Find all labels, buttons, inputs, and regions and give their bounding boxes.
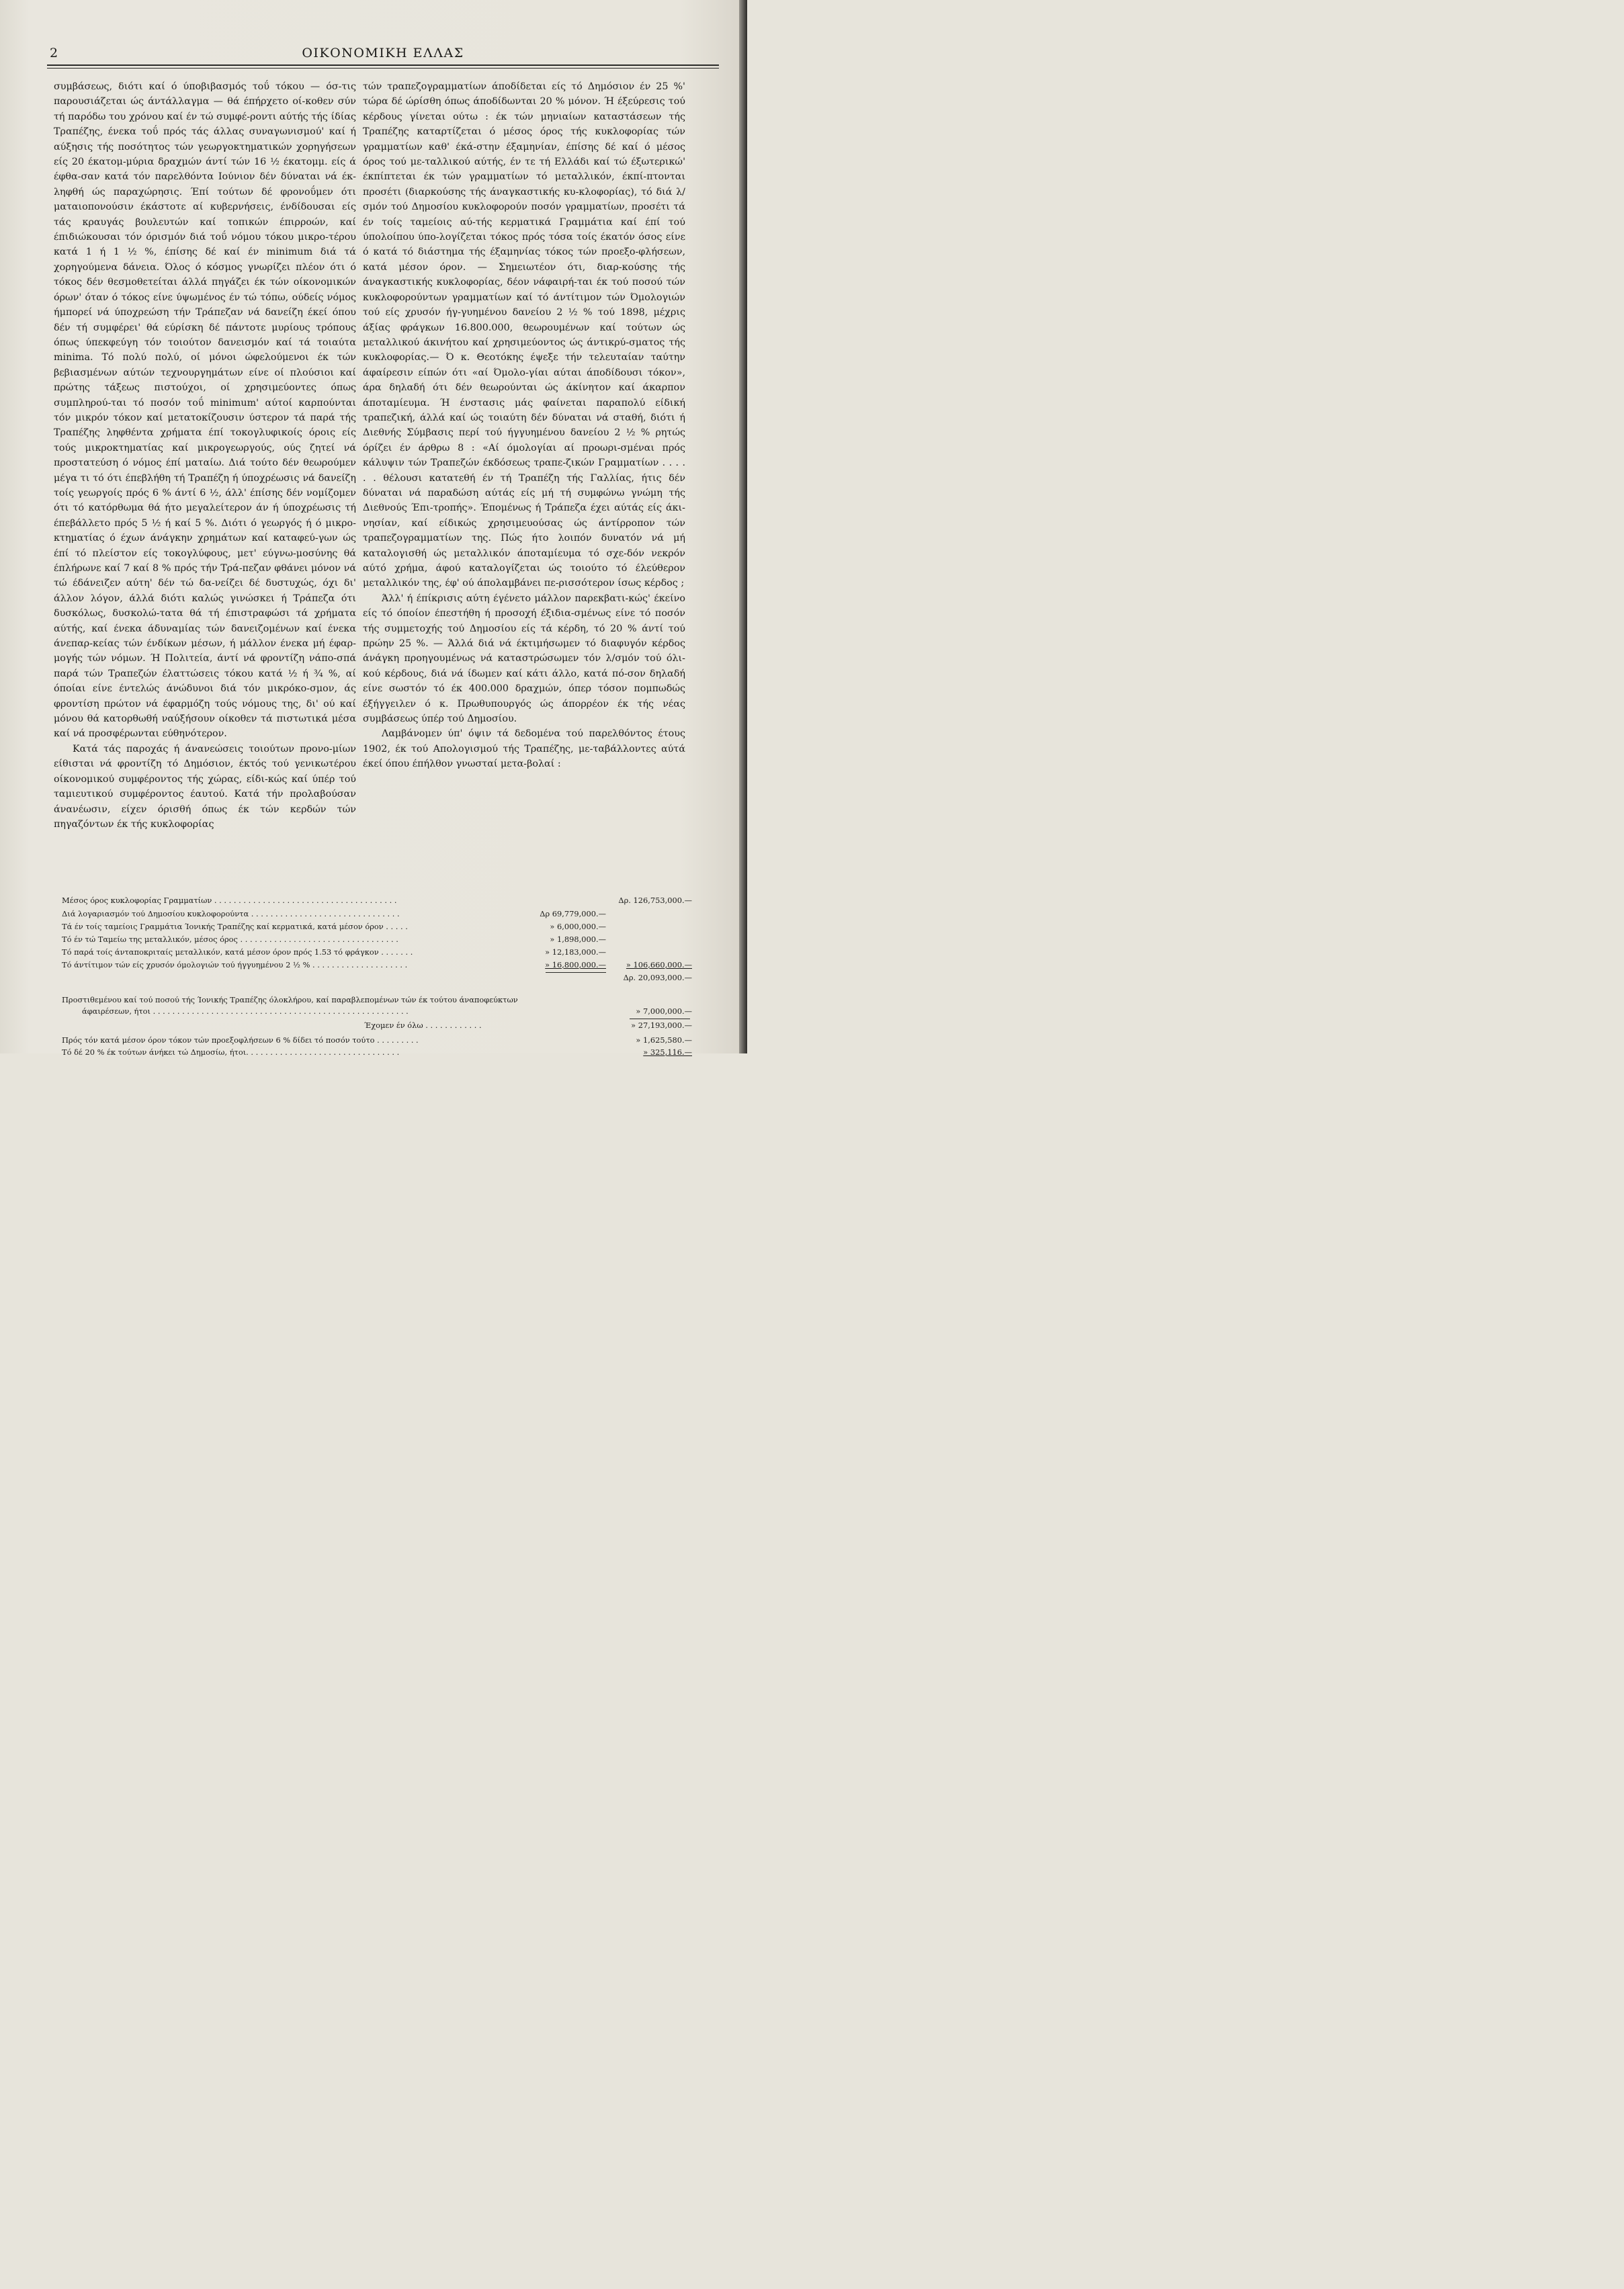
row-value-b: » 325,116.—: [643, 1047, 692, 1057]
right-column: [363, 79, 685, 772]
table-row: [62, 909, 693, 920]
row-value-b: » 7,000,000.—: [636, 1006, 692, 1016]
row-label: Προστιθεμένου καί τού ποσού τής Ίονικής Τραπέζης όλοκλήρου, καί παραβλεπομένων τών έκ τούτου άναποφεύκτων: [62, 995, 518, 1004]
book-binding-edge: [739, 0, 747, 1053]
page-header: [47, 42, 719, 62]
table-row: [62, 1021, 693, 1032]
header-rule: [47, 64, 719, 66]
paragraph: Κατά τάς παροχάς ή άνανεώσεις τοιούτων προνο-μίων είθισται νά φροντίζη τό Δημόσιον, έκτός τού γενικωτέρου οίκονομικού συμφέροντος τής χώρας, είδι-κώς καί ύπέρ τού ταμιευτικού συμφέροντος έαυτού. Κατά τήν προλαβούσαν άνανέωσιν, είχεν όρισθή όπως έκ τών κερδών τών πηγαζόντων έκ τής κυκλοφορίας: [54, 743, 356, 830]
row-value-b: » 1,625,580.—: [636, 1035, 692, 1045]
table-row: [62, 947, 693, 959]
row-label: Τό έν τώ Ταμείω της μεταλλικόν, μέσος όρος . . . . . . . . . . . . . . . . . . . . . . . . . . . . . . . . .: [62, 935, 398, 944]
table-row: [62, 922, 693, 933]
paragraph: Λαμβάνομεν ύπ' όψιν τά δεδομένα τού παρελθόντος έτους 1902, έκ τού Απολογισμού τής Τραπέζης, με-ταβάλλοντες αύτά έκεί όπου έπήλθον γνωσταί μετα-βολαί :: [363, 728, 685, 770]
row-value-a: Δρ 69,779,000.—: [540, 909, 606, 918]
paragraph: συμβάσεως, διότι καί ό ύποβιβασμός τοΰ τόκου — όσ-τις παρουσιάζεται ώς άντάλλαγμα — θά έπήρχετο οί-κοθεν σύν τή παρόδω του χρόνου καί έν τώ συμφέ-ροντι αύτής τής ίδίας Τραπέζης, ένεκα τοΰ πρός τάς άλλας συναγωνισμού' καί ή αύξησις τής ποσότητος τών γεωργοκτηματικών χορηγήσεων είς 20 έκατομ-μύρια δραχμών άντί τών 16 ½ έκατομμ. είς ά έφθα-σαν κατά τόν παρελθόντα Ιούνιον δέν δύναται νά έκ-ληφθή ώς παραχώρησις. Έπί τούτων δέ φρονοΰμεν ότι ματαιοπονούσιν έκάστοτε αί κυβερνήσεις, ένδίδουσαι είς τάς κραυγάς βουλευτών καί τοπικών έπιρροών, καί έπιδιώκουσαι τόν όρισμόν διά τοΰ νόμου τόκου μικρο-τέρου κατά 1 ή 1 ½ %, έπίσης δέ καί έν minimum διά τά χορηγούμενα δάνεια. Όλος ό κόσμος γνωρίζει πλέον ότι ό τόκος δέν θεσμοθετείται άλλά πηγάζει έκ τών οίκονομικών όρων' όταν ό τόκος είνε ύψωμένος έν τώ τόπω, ούδείς νόμος ήμπορεί νά ύποχρεώση τήν Τράπεζαν νά δανείζη έκεί όπου δέν τή συμφέρει' θά εύρίσκη δέ πάντοτε μυρίους τρόπους όπως ύπεκφεύγη τόν τοιούτον δανεισμόν καί τά τοιαύτα minima. Τό πολύ πολύ, οί μόνοι ώφελούμενοι έκ τών βεβιασμένων αύτών τεχνουργημάτων είνε οί πλούσιοι καί πρώτης τάξεως πιστούχοι, οί χρησιμεύοντες όπως συμπληρού-ται τό ποσόν τοΰ minimum' αύτοί καρπούνται τόν μικρόν τόκον καί μετατοκίζουσιν ύστερον τά παρά τής Τραπέζης ληφθέντα χρήματα έπί τοκογλυφικοίς όροις είς τούς μικροκτηματίας καί μικρογεωργούς, ούς ζητεί νά προστατεύση ό νόμος έπί ματαίω. Διά τούτο δέν θεωρούμεν μέγα τι τό ότι έπεβλήθη τή Τραπέζη ή ύποχρέωσις νά δανείζη τοίς γεωργοίς πρός 6 % άντί 6 ½, άλλ' έπίσης δέν νομίζομεν ότι τό κατόρθωμα θά ήτο μεγαλείτερον άν ή ύποχρέωσις τή έπεβάλλετο πρός 5 ½ ή καί 5 %. Διότι ό γεωργός ή ό μικρο-κτηματίας ό έχων άνάγκην χρημάτων καί καταφεύ-γων ώς έπί τό πλείστον είς τοκογλύφους, μετ' εύγνω-μοσύνης θά έπλήρωνε καί 7 καί 8 % πρός τήν Τρά-πεζαν φθάνει μόνον νά τώ έδάνειζεν αύτη' δέν τώ δα-νείζει δέ δυστυχώς, όχι δι' άλλον λόγον, άλλά διότι καλώς γινώσκει ή Τράπεζα ότι δυσκόλως, δυσκολώ-τατα θά τή έπιστραφώσι τά χρήματα αύτής, καί ένεκα άδυναμίας τών δανειζομένων καί ένεκα άνεπαρ-κείας τών ένδίκων μέσων, ή μάλλον ένεκα μή έφαρ-μογής τών νόμων. Ή Πολιτεία, άντί νά φροντίζη νάπο-σπά παρά τών Τραπεζών έλαττώσεις τόκου κατά ½ ή ¾ %, αί όποίαι είνε έντελώς άνώδυνοι διά τόν μικρόκο-σμον, άς φροντίση πρώτον νά έφαρμόζη τούς νόμους της, δι' ού καί μόνου θά κατορθωθή ναύξήσουν οίκοθεν τά πιστωτικά μέσα καί νά προσφέρωνται εύθηνότερον.: [54, 81, 356, 740]
paragraph: τών τραπεζογραμματίων άποδίδεται είς τό Δημόσιον έν 25 %' τώρα δέ ώρίσθη όπως άποδίδωνται 20 % μόνον. Ή έξεύρεσις τού κέρδους γίνεται ούτω : έκ τών μηνιαίων καταστάσεων τής Τραπέζης καταρτίζεται ό μέσος όρος τής κυκλοφορίας τών γραμματίων καθ' έκά-στην έξαμηνίαν, έπίσης δέ καί ό μέσος όρος τού με-ταλλικού αύτής, έν τε τή Ελλάδι καί τώ έξωτερικώ' έκπίπτεται έκ τών γραμματίων τό μεταλλικόν, έκπί-πτονται προσέτι (διαρκούσης τής άναγκαστικής κυ-κλοφορίας), τό διά λ/σμόν τού Δημοσίου κυκλοφορούν ποσόν γραμματίων, προσέτι τά έν τοίς ταμείοις αύ-τής κερματικά Γραμμάτια καί έπί τού ύπολοίπου ύπο-λογίζεται τόκος πρός τόσα τοίς έκατόν όσος είνε ό κατά τό διάστημα τής έξαμηνίας τόκος τών προεξο-φλήσεων, κατά μέσον όρον. — Σημειωτέον ότι, διαρ-κούσης τής άναγκαστικής κυκλοφορίας, δέον νάφαιρή-ται έκ τού ποσού τών κυκλοφορούντων γραμματίων καί τό άντίτιμον τών Όμολογιών τού είς χρυσόν ήγ-γυημένου δανείου 2 ½ % τού 1898, μέχρις άξίας φράγκων 16.800.000, θεωρουμένων καί τούτων ώς μεταλλικού άκινήτου καί χρησιμεύοντος ώς άντικρύ-σματος τής κυκλοφορίας.— Ό κ. Θεοτόκης έψεξε τήν τελευταίαν ταύτην άφαίρεσιν είπών ότι «αί Όμολο-γίαι αύται άποδίδουσι τόκον», άρα δηλαδή ότι δέν θεωρούνται ώς άκίνητον καί άκαρπον άποταμίευμα. Ή ένστασις μάς φαίνεται παραπολύ είδική τραπεζική, άλλά καί ώς τοιαύτη δέν δύναται νά σταθή, διότι ή Διεθνής Σύμβασις περί τού ήγγυημένου δανείου 2 ½ % ρητώς όρίζει έν άρθρω 8 : «Αί όμολογίαι αί προωρι-σμέναι πρός κάλυψιν τών Τραπεζών έκδόσεως τραπε-ζικών Γραμματίων . . . . . . θέλουσι κατατεθή έν τή Τραπέζη τής Γαλλίας, ήτις δέν δύναται νά παραδώση αύτάς είς μή τή συμφώνω γνώμη τής Διεθνούς Έπι-τροπής». Έπομένως ή Τράπεζα έχει αύτάς είς άκι-νησίαν, καί είδικώς χρησιμευούσας ώς άντίρροπον τών τραπεζογραμματίων της. Πώς ήτο λοιπόν δυνατόν νά μή καταλογισθή ώς μεταλλικόν άποταμίευμα τό σχε-δόν νεκρόν αύτό χρήμα, άφού καταλογίζεται ώς τοιούτο τό έλεύθερον μεταλλικόν της, έφ' ού άπολαμβάνει πε-ρισσότερον ίσως κέρδος ;: [363, 81, 685, 589]
row-value-a: » 1,898,000.—: [550, 935, 606, 944]
row-label: Τά έν τοίς ταμείοις Γραμμάτια Ίονικής Τραπέζης καί κερματικά, κατά μέσον όρον . . . . .: [62, 922, 408, 931]
row-value-b: Δρ. 20,093,000.—: [623, 973, 692, 982]
row-value-b: Δρ. 126,753,000.—: [618, 896, 692, 905]
table-row: [62, 995, 693, 1006]
row-label: Μέσος όρος κυκλοφορίας Γραμματίων . . . . . . . . . . . . . . . . . . . . . . . . . . . . . . . . . . . . . .: [62, 896, 397, 905]
row-label: Τό παρά τοίς άνταποκριταίς μεταλλικόν, κατά μέσον όρον πρός 1.53 τό φράγκον . . . . . . .: [62, 947, 413, 957]
table-row: [62, 973, 693, 984]
row-value-a: » 12,183,000.—: [545, 947, 606, 957]
row-label: Έχομεν έν όλω . . . . . . . . . . . .: [364, 1021, 482, 1030]
row-label: Τό άντίτιμον τών είς χρυσόν όμολογιών τού ήγγυημένου 2 ½ % . . . . . . . . . . . . . . . . . . . .: [62, 960, 408, 969]
table-row: [62, 1047, 693, 1059]
row-label: Τό δέ 20 % έκ τούτων άνήκει τώ Δημοσίω, ήτοι. . . . . . . . . . . . . . . . . . . . . . . . . . . . . . . .: [62, 1047, 400, 1057]
row-value-a: » 6,000,000.—: [550, 922, 606, 931]
left-column: [54, 79, 356, 832]
row-value-b: » 106,660,000.—: [626, 960, 692, 969]
header-rule-thin: [47, 68, 719, 69]
row-value-b: » 27,193,000.—: [631, 1021, 692, 1030]
page-number: 2: [50, 46, 58, 60]
table-row: [62, 1035, 693, 1047]
table-row: [62, 1006, 714, 1018]
row-value-a: » 16,800,000.—: [545, 960, 606, 969]
table-row: [62, 960, 693, 971]
table-row: [62, 896, 693, 907]
row-label: Πρός τόν κατά μέσον όρον τόκον τών προεξοφλήσεων 6 % δίδει τό ποσόν τούτο . . . . . . . . .: [62, 1035, 419, 1045]
paragraph: Άλλ' ή έπίκρισις αύτη έγένετο μάλλον παρεκβατι-κώς' έκείνο είς τό όποίον έπεστήθη ή προσοχή έξιδια-σμένως είνε τό ποσόν τής συμμετοχής τού Δημοσίου είς τά κέρδη, τό 20 % άντί τού πρώην 25 %. — Άλλά διά νά έκτιμήσωμεν τό διαφυγόν κέρδος άνάγκη προηγουμένως νά καταστρώσωμεν τόν λ/σμόν τού όλι-κού κέρδους, διά νά ίδωμεν καί κάτι άλλο, κατά πό-σον δηλαδή είνε σωστόν τό έκ 400.000 δραχμών, όπερ τόσον πομπωδώς έξήγγειλεν ό κ. Πρωθυπουργός ώς άπορρέον έκ τής νέας συμβάσεως ύπέρ τού Δημοσίου.: [363, 593, 685, 725]
row-label: Διά λογαριασμόν τού Δημοσίου κυκλοφορούντα . . . . . . . . . . . . . . . . . . . . . . . . . . . . . . .: [62, 909, 400, 918]
table-row: [62, 935, 693, 946]
running-title: ΟΙΚΟΝΟΜΙΚΗ ΕΛΛΑΣ: [302, 46, 464, 60]
row-label: άφαιρέσεων, ήτοι . . . . . . . . . . . . . . . . . . . . . . . . . . . . . . . . . . . . . . . . . . . . . . . . . . . . .: [82, 1006, 409, 1016]
